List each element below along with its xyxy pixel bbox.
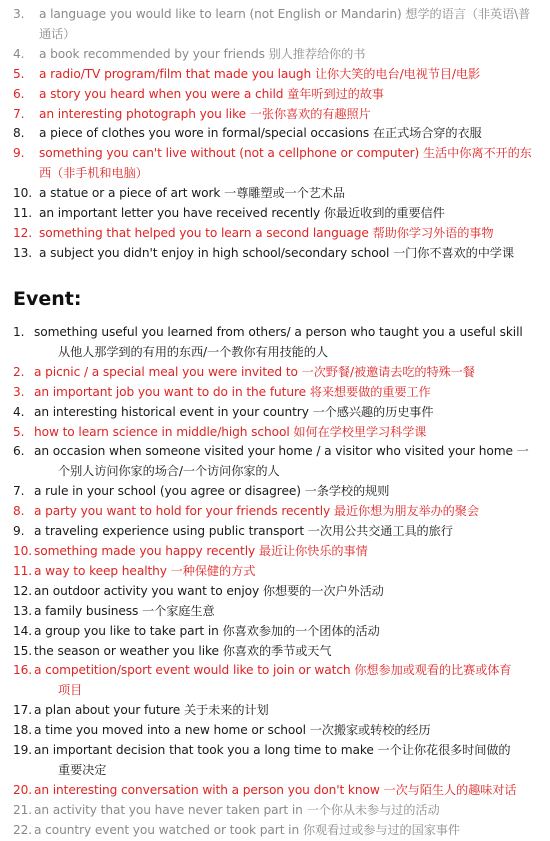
item-text: a radio/TV program/film that made you laugh 让你大笑的电台/电视节目/电影 bbox=[39, 66, 481, 81]
item-text: an occasion when someone visited your home / a visitor who visited your home 一 bbox=[34, 444, 529, 459]
item-number: 5. bbox=[13, 66, 25, 81]
list-item bbox=[0, 801, 550, 821]
item-number: 7. bbox=[13, 484, 25, 499]
item-number: 13. bbox=[13, 603, 33, 618]
list-item bbox=[0, 741, 550, 781]
item-text: a story you heard when you were a child 童年听到过的故事 bbox=[39, 86, 384, 101]
item-text: an activity that you have never taken part in 一个你从未参与过的活动 bbox=[34, 802, 440, 817]
list-item bbox=[0, 45, 550, 65]
item-text: an outdoor activity you want to enjoy 你想要的一次户外活动 bbox=[34, 583, 384, 598]
list-item bbox=[0, 65, 550, 85]
item-text: something made you happy recently 最近让你快乐的事情 bbox=[34, 543, 368, 558]
item-number: 7. bbox=[13, 106, 25, 121]
item-number: 8. bbox=[13, 126, 25, 141]
section-heading-event: Event: bbox=[13, 288, 82, 310]
list-item bbox=[0, 383, 550, 403]
list-item bbox=[0, 5, 550, 45]
list-item bbox=[0, 821, 550, 841]
item-text: an important job you want to do in the future 将来想要做的重要工作 bbox=[34, 384, 431, 399]
list-item bbox=[0, 363, 550, 383]
item-text: a language you would like to learn (not English or Mandarin) 想学的语言（非英语\普通话） bbox=[39, 7, 531, 41]
item-number: 11. bbox=[13, 206, 33, 221]
list-item bbox=[0, 204, 550, 224]
item-number: 14. bbox=[13, 623, 33, 638]
list-item bbox=[0, 721, 550, 741]
item-text-continuation: 个别人访问你家的场合/一个访问你家的人 bbox=[58, 464, 280, 479]
item-text: a piece of clothes you wore in formal/special occasions 在正式场合穿的衣服 bbox=[39, 126, 482, 141]
item-number: 20. bbox=[13, 782, 33, 797]
list-item bbox=[0, 105, 550, 125]
list-item bbox=[0, 622, 550, 642]
item-number: 10. bbox=[13, 186, 33, 201]
item-text: an interesting conversation with a person you don't know 一次与陌生人的趣味对话 bbox=[34, 782, 517, 797]
list-item bbox=[0, 85, 550, 105]
item-number: 4. bbox=[13, 404, 25, 419]
item-number: 10. bbox=[13, 543, 33, 558]
item-number: 17. bbox=[13, 703, 33, 718]
item-number: 13. bbox=[13, 245, 33, 260]
item-text: a book recommended by your friends 别人推荐给你的书 bbox=[39, 46, 366, 61]
item-number: 12. bbox=[13, 225, 33, 240]
list-item bbox=[0, 562, 550, 582]
list-item bbox=[0, 482, 550, 502]
list-item bbox=[0, 244, 550, 264]
item-text: a picnic / a special meal you were invited to 一次野餐/被邀请去吃的特殊一餐 bbox=[34, 364, 475, 379]
item-text: an interesting historical event in your country 一个感兴趣的历史事件 bbox=[34, 404, 434, 419]
item-text: a country event you watched or took part in 你观看过或参与过的国家事件 bbox=[34, 822, 460, 837]
list-item bbox=[0, 423, 550, 443]
item-number: 12. bbox=[13, 583, 33, 598]
item-number: 18. bbox=[13, 723, 33, 738]
list-item bbox=[0, 144, 550, 184]
list-item bbox=[0, 781, 550, 801]
item-text: a party you want to hold for your friends recently 最近你想为朋友举办的聚会 bbox=[34, 504, 479, 519]
item-text-continuation: 重要决定 bbox=[58, 762, 107, 777]
list-item bbox=[0, 442, 550, 482]
item-number: 6. bbox=[13, 86, 25, 101]
item-number: 6. bbox=[13, 444, 25, 459]
item-text: a time you moved into a new home or school 一次搬家或转校的经历 bbox=[34, 723, 431, 738]
topic-list-objects bbox=[0, 5, 550, 264]
item-text: an important letter you have received recently 你最近收到的重要信件 bbox=[39, 206, 445, 221]
list-item bbox=[0, 602, 550, 622]
item-text-continuation: 从他人那学到的有用的东西/一个教你有用技能的人 bbox=[58, 344, 328, 359]
item-text: something useful you learned from others/ a person who taught you a useful skill bbox=[34, 325, 523, 339]
item-text: how to learn science in middle/high school 如何在学校里学习科学课 bbox=[34, 424, 427, 439]
list-item bbox=[0, 661, 550, 701]
list-item bbox=[0, 403, 550, 423]
list-item bbox=[0, 502, 550, 522]
item-text: a way to keep healthy 一种保健的方式 bbox=[34, 563, 256, 578]
item-number: 9. bbox=[13, 524, 25, 539]
item-text: a subject you didn't enjoy in high school/secondary school 一门你不喜欢的中学课 bbox=[39, 245, 514, 260]
item-text-continuation: 项目 bbox=[58, 683, 83, 698]
item-number: 16. bbox=[13, 663, 33, 678]
item-text: a group you like to take part in 你喜欢参加的一个团体的活动 bbox=[34, 623, 380, 638]
item-number: 2. bbox=[13, 364, 25, 379]
item-text: a rule in your school (you agree or disagree) 一条学校的规则 bbox=[34, 484, 390, 499]
item-number: 4. bbox=[13, 46, 25, 61]
item-number: 11. bbox=[13, 563, 33, 578]
item-text: a family business 一个家庭生意 bbox=[34, 603, 215, 618]
item-text: something that helped you to learn a second language 帮助你学习外语的事物 bbox=[39, 225, 494, 240]
item-number: 19. bbox=[13, 743, 33, 758]
list-item bbox=[0, 642, 550, 662]
item-number: 5. bbox=[13, 424, 25, 439]
item-number: 15. bbox=[13, 643, 33, 658]
item-text: an interesting photograph you like 一张你喜欢的有趣照片 bbox=[39, 106, 371, 121]
list-item bbox=[0, 522, 550, 542]
item-text: a traveling experience using public transport 一次用公共交通工具的旅行 bbox=[34, 524, 453, 539]
list-item bbox=[0, 323, 550, 363]
item-text: a statue or a piece of art work 一尊雕塑或一个艺术品 bbox=[39, 186, 345, 201]
list-item bbox=[0, 582, 550, 602]
item-text: a plan about your future 关于未来的计划 bbox=[34, 703, 269, 718]
item-number: 8. bbox=[13, 504, 25, 519]
item-number: 1. bbox=[13, 325, 25, 339]
list-item bbox=[0, 542, 550, 562]
item-text: the season or weather you like 你喜欢的季节或天气 bbox=[34, 643, 332, 658]
list-item bbox=[0, 184, 550, 204]
item-number: 3. bbox=[13, 7, 25, 21]
topic-list-events bbox=[0, 323, 550, 841]
item-number: 22. bbox=[13, 822, 33, 837]
item-text: something you can't live without (not a cellphone or computer) 生活中你离不开的东西（非手机和电脑） bbox=[39, 146, 532, 181]
item-number: 21. bbox=[13, 802, 33, 817]
list-item bbox=[0, 701, 550, 721]
item-text: a competition/sport event would like to join or watch 你想参加或观看的比赛或体育 bbox=[34, 663, 512, 678]
item-number: 9. bbox=[13, 146, 25, 161]
list-item bbox=[0, 224, 550, 244]
item-number: 3. bbox=[13, 384, 25, 399]
list-item bbox=[0, 124, 550, 144]
item-text: an important decision that took you a long time to make 一个让你花很多时间做的 bbox=[34, 743, 511, 758]
